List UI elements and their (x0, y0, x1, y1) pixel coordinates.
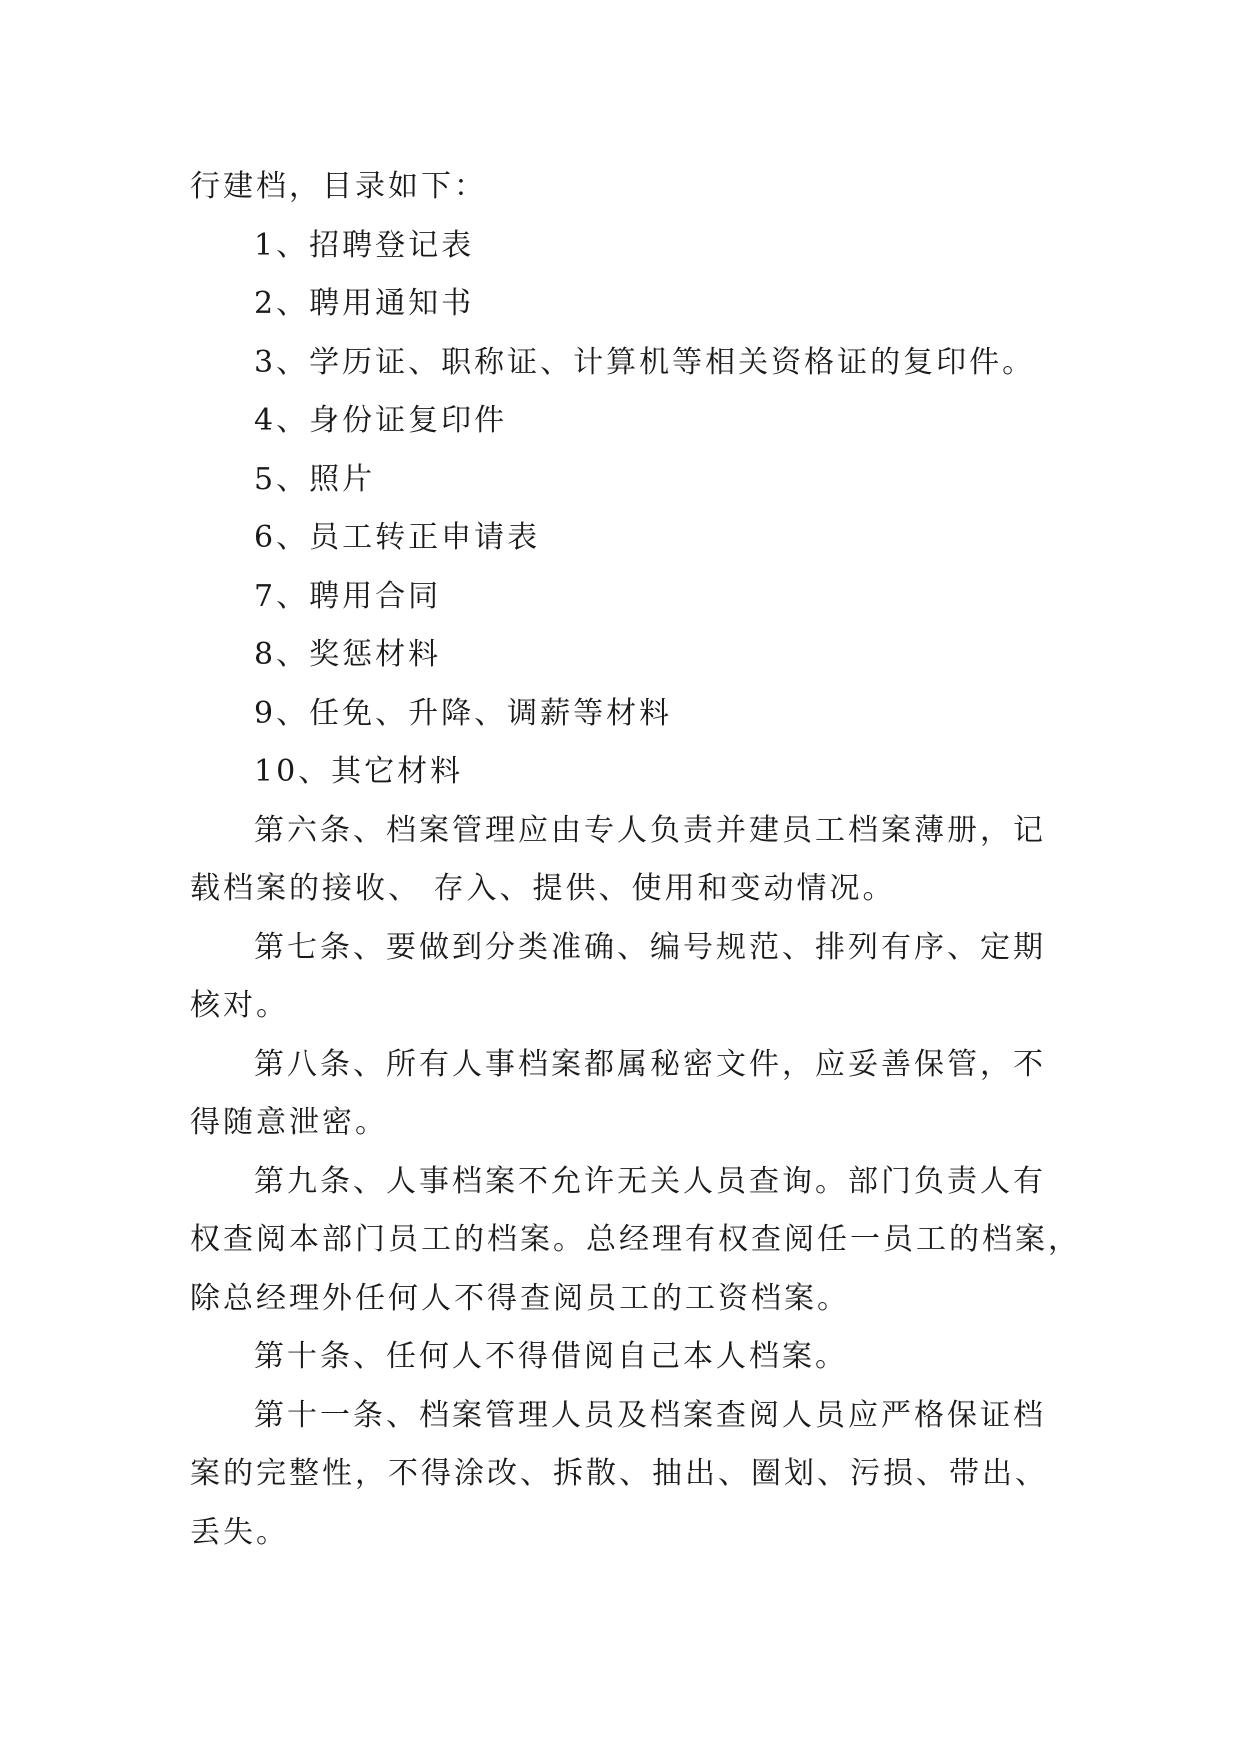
article-6-line-2: 载档案的接收、 存入、提供、使用和变动情况。 (190, 871, 896, 906)
text-line: 行建档，目录如下： (190, 169, 487, 204)
article-9-line-2: 权查阅本部门员工的档案。总经理有权查阅任一员工的档案， (190, 1222, 1081, 1257)
list-item: 2、聘用通知书 (254, 286, 475, 321)
list-item: 5、照片 (254, 461, 376, 497)
list-item: 10、其它材料 (254, 754, 464, 789)
list-item: 4、身份证复印件 (254, 403, 508, 438)
document-body (190, 158, 1081, 1562)
list-item: 8、奖惩材料 (254, 637, 442, 672)
list-item: 6、员工转正申请表 (254, 520, 541, 555)
list-item: 3、学历证、职称证、计算机等相关资格证的复印件。 (254, 344, 1036, 380)
article-10-line-1: 第十条、任何人不得借阅自己本人档案。 (254, 1339, 848, 1374)
article-7-line-2: 核对。 (190, 988, 289, 1023)
article-8-line-1: 第八条、所有人事档案都属秘密文件，应妥善保管，不 (254, 1046, 1046, 1082)
article-11-line-2: 案的完整性，不得涂改、拆散、抽出、圈划、污损、带出、 (190, 1456, 1048, 1491)
article-11-line-3: 丢失。 (190, 1514, 289, 1550)
article-9-line-3: 除总经理外任何人不得查阅员工的工资档案。 (190, 1280, 850, 1316)
list-item: 9、任免、升降、调薪等材料 (254, 695, 673, 731)
list-item: 1、招聘登记表 (254, 227, 475, 263)
list-item: 7、聘用合同 (254, 578, 442, 614)
article-9-line-1: 第九条、人事档案不允许无关人员查询。部门负责人有 (254, 1163, 1046, 1199)
article-11-line-1: 第十一条、档案管理人员及档案查阅人员应严格保证档 (254, 1397, 1046, 1433)
article-7-line-1: 第七条、要做到分类准确、编号规范、排列有序、定期 (254, 929, 1046, 965)
article-8-line-2: 得随意泄密。 (190, 1105, 388, 1140)
article-6-line-1: 第六条、档案管理应由专人负责并建员工档案薄册，记 (254, 812, 1046, 848)
